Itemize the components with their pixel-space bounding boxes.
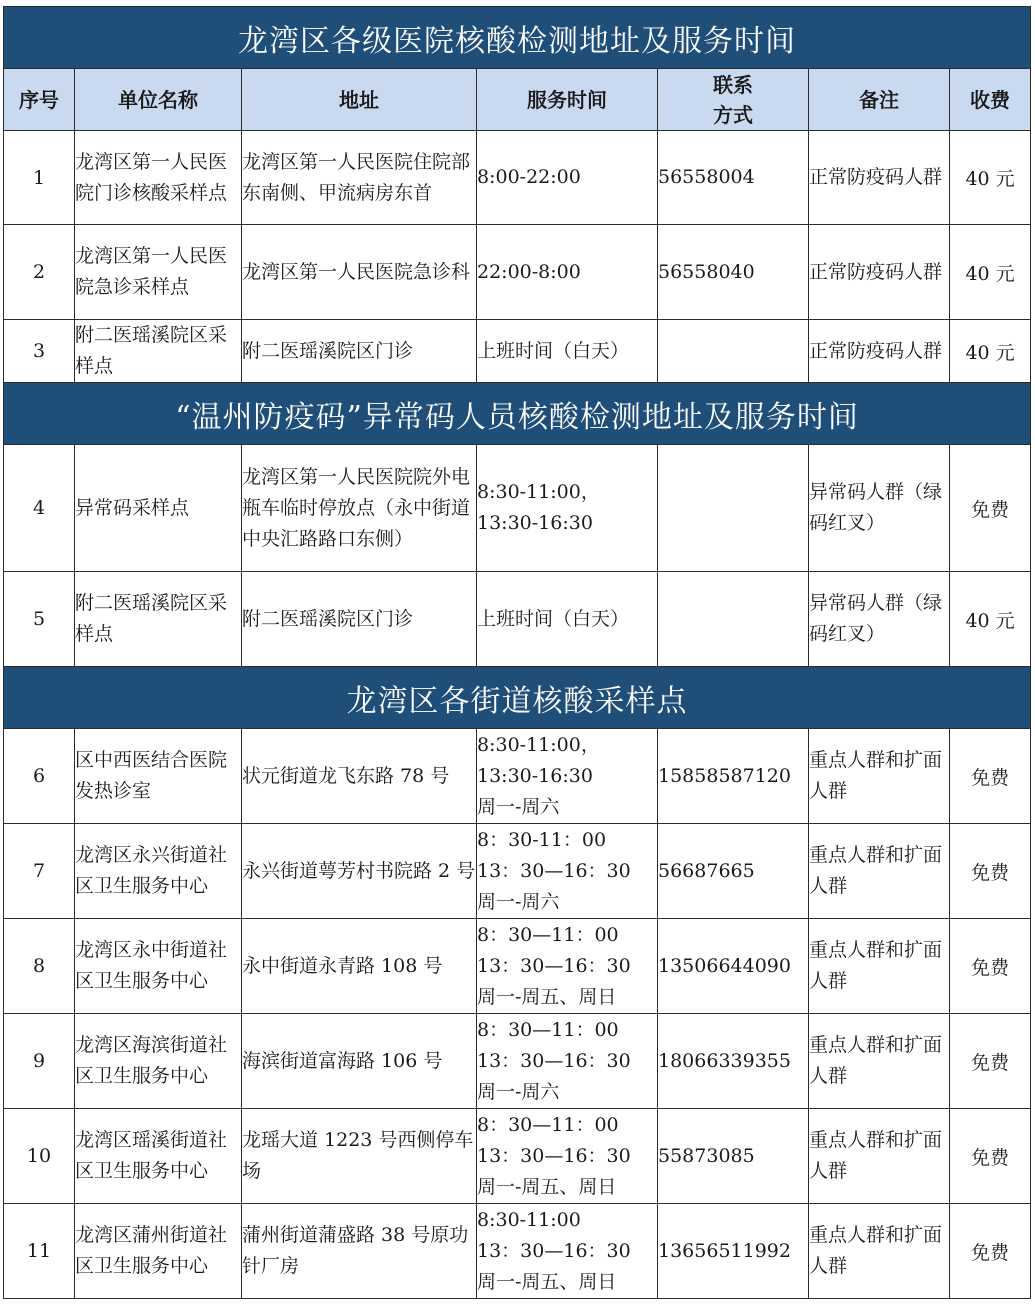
table-row [4,445,1031,572]
fee: 免费 [950,1109,1031,1204]
header-time: 服务时间 [477,69,658,131]
table-header-row [4,69,1031,131]
note: 重点人群和扩面人群 [809,1109,950,1204]
fee: 免费 [950,824,1031,919]
fee: 40 元 [950,320,1031,383]
row-number: 4 [4,445,75,572]
note: 正常防疫码人群 [809,320,950,383]
contact-phone: 13506644090 [658,919,809,1014]
service-time: 上班时间（白天） [477,572,658,667]
unit-name: 龙湾区瑶溪街道社区卫生服务中心 [75,1109,242,1204]
service-time: 22:00-8:00 [477,225,658,320]
service-time: 8:00-22:00 [477,131,658,225]
header-no: 序号 [4,69,75,131]
address: 附二医瑶溪院区门诊 [242,320,477,383]
row-number: 3 [4,320,75,383]
contact-phone: 56558004 [658,131,809,225]
section-title-streets: 龙湾区各街道核酸采样点 [4,667,1031,729]
fee: 40 元 [950,572,1031,667]
fee: 免费 [950,919,1031,1014]
row-number: 7 [4,824,75,919]
row-number: 1 [4,131,75,225]
note: 重点人群和扩面人群 [809,824,950,919]
fee: 免费 [950,445,1031,572]
header-contact: 联系 方式 [658,69,809,131]
contact-phone: 56687665 [658,824,809,919]
contact-phone: 13656511992 [658,1204,809,1299]
row-number: 5 [4,572,75,667]
note: 异常码人群（绿码红叉） [809,572,950,667]
address: 龙瑶大道 1223 号西侧停车场 [242,1109,477,1204]
table-row [4,1204,1031,1299]
fee: 40 元 [950,131,1031,225]
address: 蒲州街道蒲盛路 38 号原功针厂房 [242,1204,477,1299]
address: 龙湾区第一人民医院急诊科 [242,225,477,320]
service-time: 8:30-11:00， 13:30-16:30 [477,445,658,572]
fee: 免费 [950,1204,1031,1299]
unit-name: 附二医瑶溪院区采样点 [75,320,242,383]
unit-name: 龙湾区第一人民医院急诊采样点 [75,225,242,320]
unit-name: 龙湾区海滨街道社区卫生服务中心 [75,1014,242,1109]
table-row [4,729,1031,824]
contact-phone: 55873085 [658,1109,809,1204]
table-row [4,225,1031,320]
note: 重点人群和扩面人群 [809,1014,950,1109]
unit-name: 龙湾区第一人民医院门诊核酸采样点 [75,131,242,225]
address: 状元街道龙飞东路 78 号 [242,729,477,824]
nucleic-acid-test-table [3,6,1031,1299]
row-number: 6 [4,729,75,824]
note: 正常防疫码人群 [809,225,950,320]
address: 龙湾区第一人民医院住院部东南侧、甲流病房东首 [242,131,477,225]
note: 重点人群和扩面人群 [809,1204,950,1299]
service-time: 上班时间（白天） [477,320,658,383]
contact-phone [658,320,809,383]
service-time: 8：30—11：00 13：30—16：30 周一-周六 [477,1014,658,1109]
address: 永中街道永青路 108 号 [242,919,477,1014]
fee: 免费 [950,729,1031,824]
address: 龙湾区第一人民医院院外电瓶车临时停放点（永中街道中央汇路路口东侧） [242,445,477,572]
unit-name: 区中西医结合医院发热诊室 [75,729,242,824]
row-number: 2 [4,225,75,320]
row-number: 9 [4,1014,75,1109]
header-address: 地址 [242,69,477,131]
header-note: 备注 [809,69,950,131]
contact-phone: 18066339355 [658,1014,809,1109]
service-time: 8：30-11：00 13：30—16：30 周一-周六 [477,824,658,919]
unit-name: 异常码采样点 [75,445,242,572]
row-number: 10 [4,1109,75,1204]
row-number: 8 [4,919,75,1014]
table-row [4,320,1031,383]
header-fee: 收费 [950,69,1031,131]
contact-phone [658,445,809,572]
contact-phone: 15858587120 [658,729,809,824]
service-time: 8:30-11:00 13：30—16：30 周一-周五、周日 [477,1204,658,1299]
section-title-row [4,7,1031,69]
table-row [4,1109,1031,1204]
section-title-abnormal: “温州防疫码”异常码人员核酸检测地址及服务时间 [4,383,1031,445]
note: 重点人群和扩面人群 [809,919,950,1014]
table-row [4,1014,1031,1109]
address: 附二医瑶溪院区门诊 [242,572,477,667]
address: 永兴街道萼芳村书院路 2 号 [242,824,477,919]
unit-name: 龙湾区蒲州街道社区卫生服务中心 [75,1204,242,1299]
contact-phone [658,572,809,667]
table-row [4,131,1031,225]
row-number: 11 [4,1204,75,1299]
unit-name: 龙湾区永中街道社区卫生服务中心 [75,919,242,1014]
fee: 免费 [950,1014,1031,1109]
note: 重点人群和扩面人群 [809,729,950,824]
service-time: 8:30-11:00， 13:30-16:30 周一-周六 [477,729,658,824]
unit-name: 附二医瑶溪院区采样点 [75,572,242,667]
section-title-row [4,667,1031,729]
table-row [4,824,1031,919]
table-row [4,919,1031,1014]
note: 异常码人群（绿码红叉） [809,445,950,572]
fee: 40 元 [950,225,1031,320]
unit-name: 龙湾区永兴街道社区卫生服务中心 [75,824,242,919]
contact-phone: 56558040 [658,225,809,320]
section-title-hospitals: 龙湾区各级医院核酸检测地址及服务时间 [4,7,1031,69]
header-name: 单位名称 [75,69,242,131]
service-time: 8：30—11：00 13：30—16：30 周一-周五、周日 [477,919,658,1014]
address: 海滨街道富海路 106 号 [242,1014,477,1109]
note: 正常防疫码人群 [809,131,950,225]
table-row [4,572,1031,667]
section-title-row [4,383,1031,445]
service-time: 8：30—11：00 13：30—16：30 周一-周五、周日 [477,1109,658,1204]
